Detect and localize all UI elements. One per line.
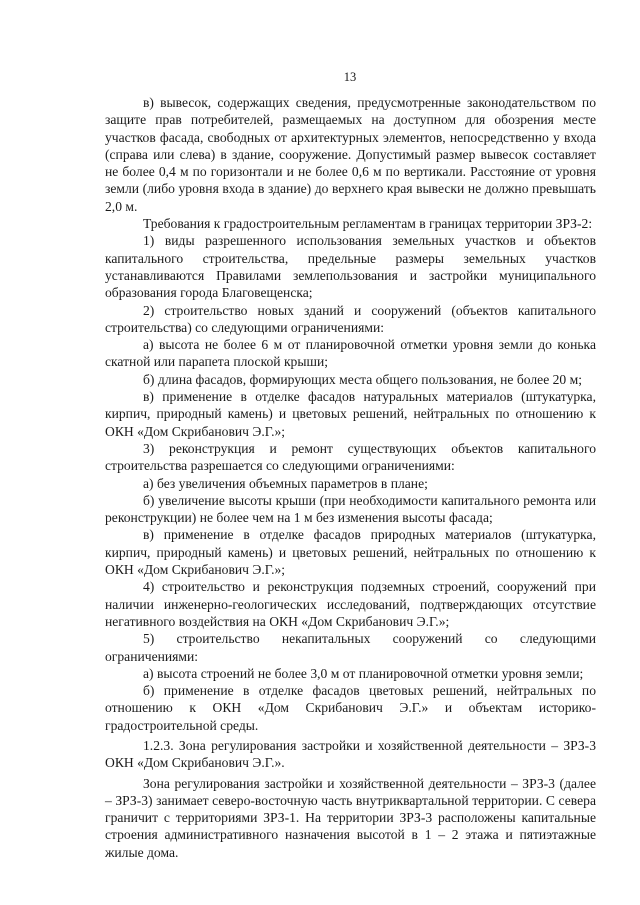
document-body: [105, 94, 596, 861]
paragraph-zrz2-requirements: Требования к градостроительным регламентам в границах территории ЗРЗ-2:: [143, 216, 593, 232]
page-number: 13: [343, 70, 357, 84]
paragraph-item-2c: в) применение в отделке фасадов натуральных материалов (штукатурка, кирпич, природный камень) и цветовых решений, нейтральных по отношению к ОКН «Дом Скрибанович Э.Г.»;: [105, 389, 596, 439]
paragraph-item-3b: б) увеличение высоты крыши (при необходимости капитального ремонта или реконструкции) не более чем на 1 м без изменения высоты фасада;: [105, 492, 596, 526]
paragraph-item-3a: а) без увеличения объемных параметров в плане;: [143, 475, 428, 491]
paragraph-item-2: 2) строительство новых зданий и сооружений (объектов капитального строительства) со следующими ограничениями:: [105, 302, 596, 335]
paragraph-item-5a: а) высота строений не более 3,0 м от планировочной отметки уровня земли;: [143, 665, 584, 681]
paragraph-item-5b: б) применение в отделке фасадов цветовых решений, нейтральных по отношению к ОКН «Дом Скрибанович Э.Г.» и объектам историко-градостроительной среды.: [105, 683, 596, 733]
paragraph-zrz3-description: Зона регулирования застройки и хозяйственной деятельности – ЗРЗ-3 (далее – ЗРЗ-3) занимает северо-восточную часть внутриквартальной территории. С севера граничит с территориями ЗРЗ-1. На территории ЗРЗ-3 расположены капитальные строения административного назначения высотой в 1 – 2 этажа и пятиэтажные жилые дома.: [105, 775, 596, 860]
paragraph-item-5: 5) строительство некапитальных сооружений со следующими ограничениями:: [105, 631, 596, 664]
section-heading-1-2-3: 1.2.3. Зона регулирования застройки и хозяйственной деятельности – ЗРЗ-3 ОКН «Дом Скрибанович Э.Г.».: [105, 737, 596, 771]
paragraph-item-2a: а) высота не более 6 м от планировочной отметки уровня земли до конька скатной или парапета плоской крыши;: [105, 337, 596, 370]
paragraph-item-3c: в) применение в отделке фасадов природных материалов (штукатурка, кирпич, природный камень) и цветовых решений, нейтральных по отношению к ОКН «Дом Скрибанович Э.Г.»;: [105, 527, 596, 578]
paragraph-item-4: 4) строительство и реконструкция подземных строений, сооружений при наличии инженерно-геологических исследований, подтверждающих отсутствие негативного воздействия на ОКН «Дом Скрибанович Э.Г.»;: [105, 579, 596, 629]
paragraph-signs: в) вывесок, содержащих сведения, предусмотренные законодательством по защите прав потребителей, размещаемых на доступном для обозрения месте участков фасада, свободных от архитектурных элементов, непосредственно у входа (справа или слева) в здание, сооружение. Допустимый размер вывесок составляет не более 0,4 м по горизонтали и не более 0,6 м по вертикали. Расстояние от уровня земли (либо уровня входа в здание) до верхнего края вывески не должно превышать 2,0 м.: [105, 95, 596, 214]
paragraph-item-2b: б) длина фасадов, формирующих места общего пользования, не более 20 м;: [143, 371, 582, 387]
paragraph-item-1: 1) виды разрешенного использования земельных участков и объектов капитального строительства, предельные размеры земельных участков устанавливаются Правилами землепользования и застройки муниципального образования города Благовещенска;: [105, 233, 596, 301]
paragraph-item-3: 3) реконструкция и ремонт существующих объектов капитального строительства разрешается со следующими ограничениями:: [105, 440, 596, 474]
